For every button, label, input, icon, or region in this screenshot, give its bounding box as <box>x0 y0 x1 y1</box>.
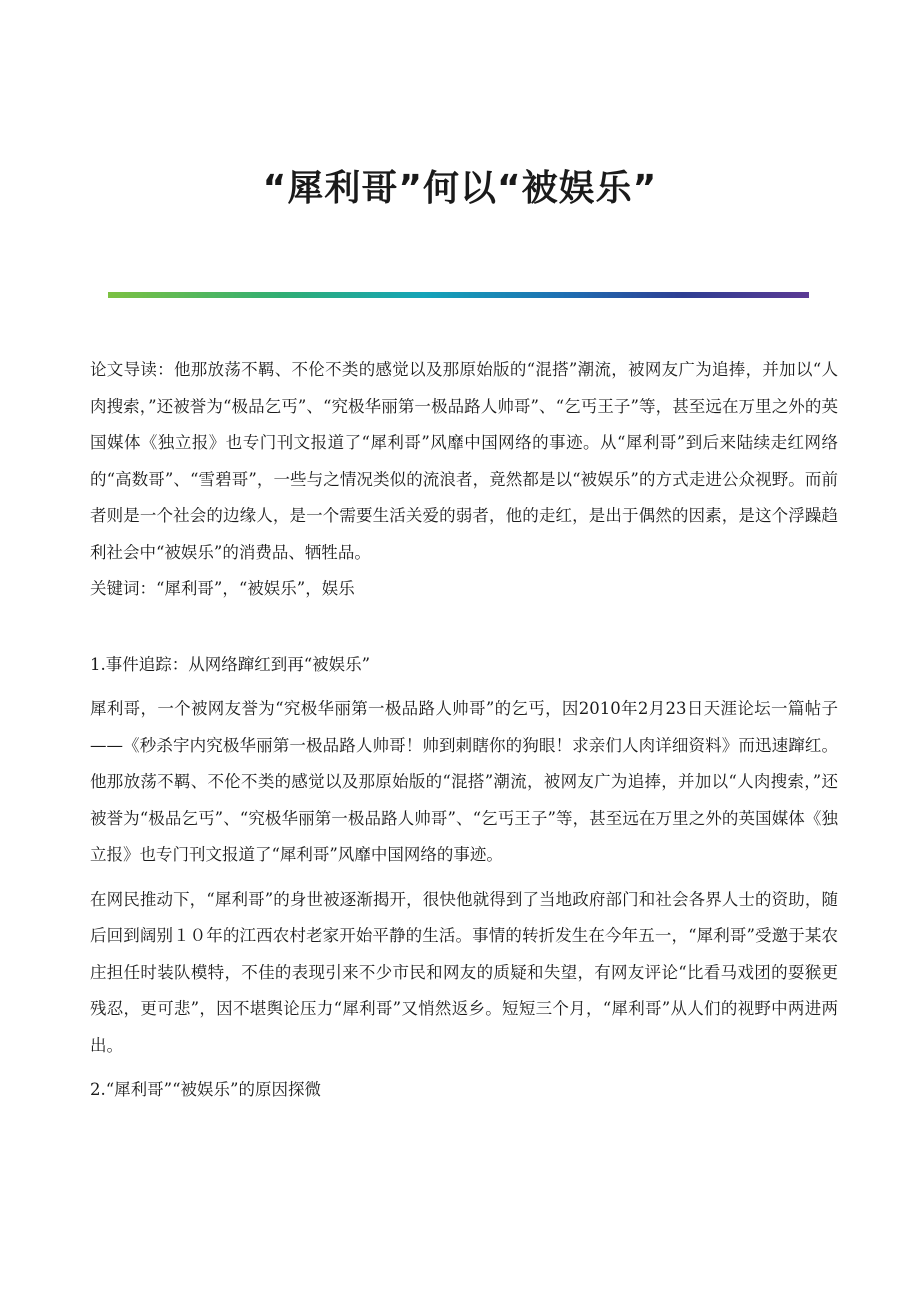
keywords-line: 关键词：“犀利哥”，“被娱乐”，娱乐 <box>90 579 355 598</box>
document-title: “犀利哥”何以“被娱乐” <box>262 168 658 209</box>
gradient-divider <box>108 292 809 298</box>
section1-paragraph-2: 在网民推动下，“犀利哥”的身世被逐渐揭开，很快他就得到了当地政府部门和社会各界人士的资助，随后回到阔别１０年的江西农村老家开始平静的生活。事情的转折发生在今年五一，“犀利哥”受邀于某农庄担任时装队模特，不佳的表现引来不少市民和网友的质疑和失望，有网友评论“比看马戏团的耍猴更残忍，更可悲”，因不堪舆论压力“犀利哥”又悄然返乡。短短三个月，“犀利哥”从人们的视野中两进两出。 <box>90 889 838 1055</box>
document-body <box>90 352 838 1109</box>
spacer <box>90 608 838 645</box>
section1-paragraph-1: 犀利哥，一个被网友誉为“究极华丽第一极品路人帅哥”的乞丐，因2010年2月23日天涯论坛一篇帖子——《秒杀宇内究极华丽第一极品路人帅哥！帅到刺瞎你的狗眼！求亲们人肉详细资料》而迅速蹿红。他那放荡不羁、不伦不类的感觉以及那原始版的“混搭”潮流，被网友广为追捧，并加以“人肉搜索，”还被誉为“极品乞丐”、“究极华丽第一极品路人帅哥”、“乞丐王子”等，甚至远在万里之外的英国媒体《独立报》也专门刊文报道了“犀利哥”风靡中国网络的事迹。 <box>90 699 838 864</box>
abstract-paragraph: 论文导读：他那放荡不羁、不伦不类的感觉以及那原始版的“混搭”潮流，被网友广为追捧，并加以“人肉搜索，”还被誉为“极品乞丐”、“究极华丽第一极品路人帅哥”、“乞丐王子”等，甚至远在万里之外的英国媒体《独立报》也专门刊文报道了“犀利哥”风靡中国网络的事迹。从“犀利哥”到后来陆续走红网络的“高数哥”、“雪碧哥”，一些与之情况类似的流浪者，竟然都是以“被娱乐”的方式走进公众视野。而前者则是一个社会的边缘人，是一个需要生活关爱的弱者，他的走红，是出于偶然的因素，是这个浮躁趋利社会中“被娱乐”的消费品、牺牲品。 <box>90 360 838 562</box>
section-heading-2: 2.“犀利哥”“被娱乐”的原因探微 <box>90 1080 321 1099</box>
section-heading-1: 1.事件追踪：从网络蹿红到再“被娱乐” <box>90 654 371 674</box>
